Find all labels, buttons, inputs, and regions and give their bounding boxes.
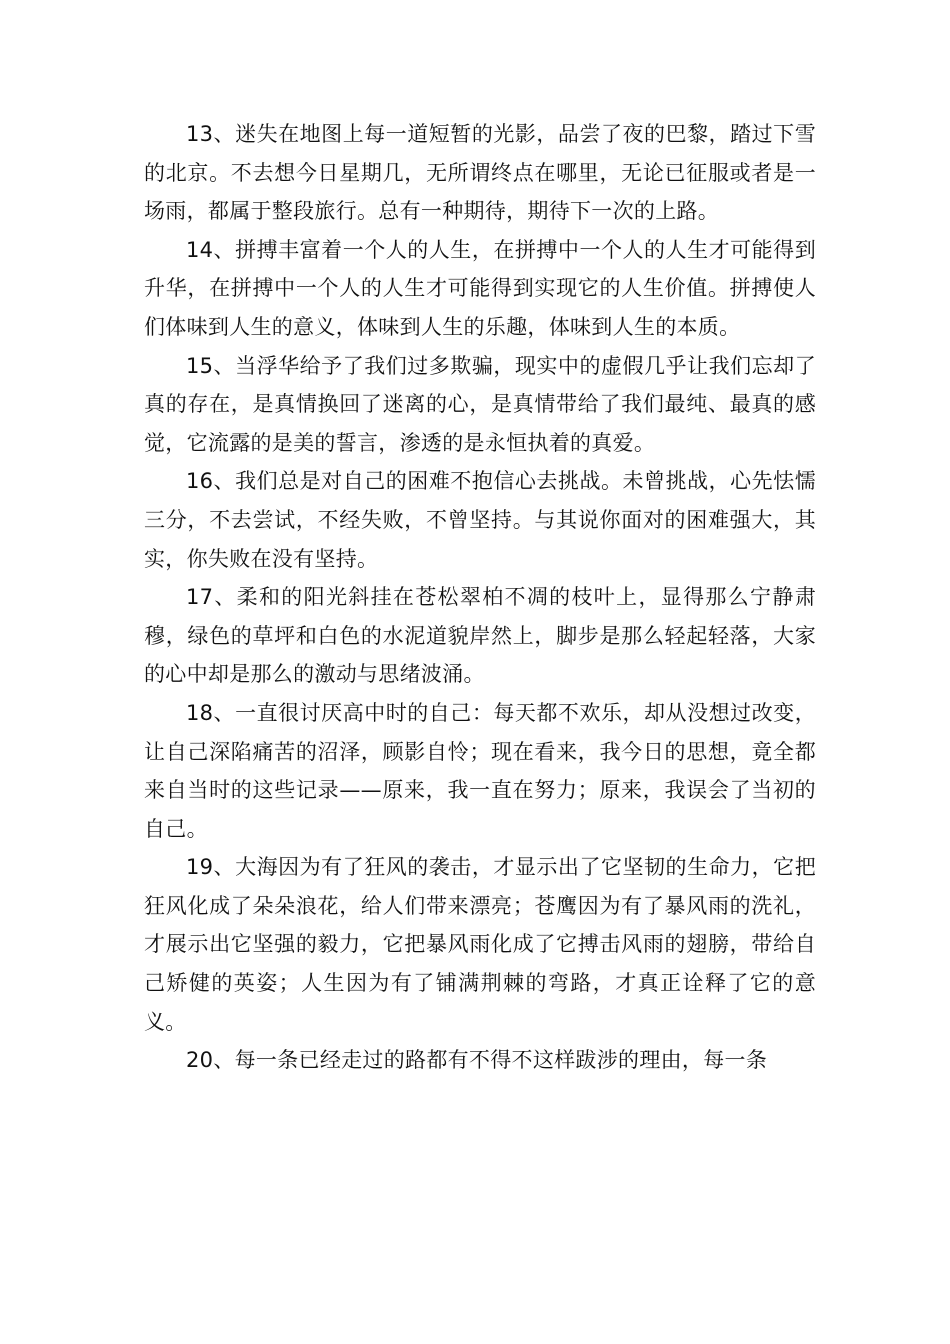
paragraph-19: 19、大海因为有了狂风的袭击，才显示出了它坚韧的生命力，它把狂风化成了朵朵浪花，给人们带来漂亮；苍鹰因为有了暴风雨的洗礼，才展示出它坚强的毅力，它把暴风雨化成了它搏击风雨的翅膀，带给自己矫健的英姿；人生因为有了铺满荆棘的弯路，才真正诠释了它的意义。 [144,855,816,1034]
paragraph-13: 13、迷失在地图上每一道短暂的光影，品尝了夜的巴黎，踏过下雪的北京。不去想今日星期几，无所谓终点在哪里，无论已征服或者是一场雨，都属于整段旅行。总有一种期待，期待下一次的上路。 [144,122,816,224]
paragraph-16: 16、我们总是对自己的困难不抱信心去挑战。未曾挑战，心先怯懦三分，不去尝试，不经失败，不曾坚持。与其说你面对的困难强大，其实，你失败在没有坚持。 [144,469,816,571]
paragraph-20: 20、每一条已经走过的路都有不得不这样跋涉的理由，每一条 [186,1048,768,1073]
paragraph-15: 15、当浮华给予了我们过多欺骗，现实中的虚假几乎让我们忘却了真的存在，是真情换回了迷离的心，是真情带给了我们最纯、最真的感觉，它流露的是美的誓言，渗透的是永恒执着的真爱。 [144,353,816,455]
paragraph-17: 17、柔和的阳光斜挂在苍松翠柏不凋的枝叶上，显得那么宁静肃穆，绿色的草坪和白色的水泥道貌岸然上，脚步是那么轻起轻落，大家的心中却是那么的激动与思绪波涌。 [144,585,816,687]
paragraph-14: 14、拼搏丰富着一个人的人生，在拼搏中一个人的人生才可能得到升华，在拼搏中一个人的人生才可能得到实现它的人生价值。拼搏使人们体味到人生的意义，体味到人生的乐趣，体味到人生的本质。 [144,237,816,339]
paragraph-18: 18、一直很讨厌高中时的自己：每天都不欢乐，却从没想过改变，让自己深陷痛苦的沼泽，顾影自怜；现在看来，我今日的思想，竟全都来自当时的这些记录——原来，我一直在努力；原来，我误会了当初的自己。 [144,700,816,841]
document-body [144,115,816,1080]
